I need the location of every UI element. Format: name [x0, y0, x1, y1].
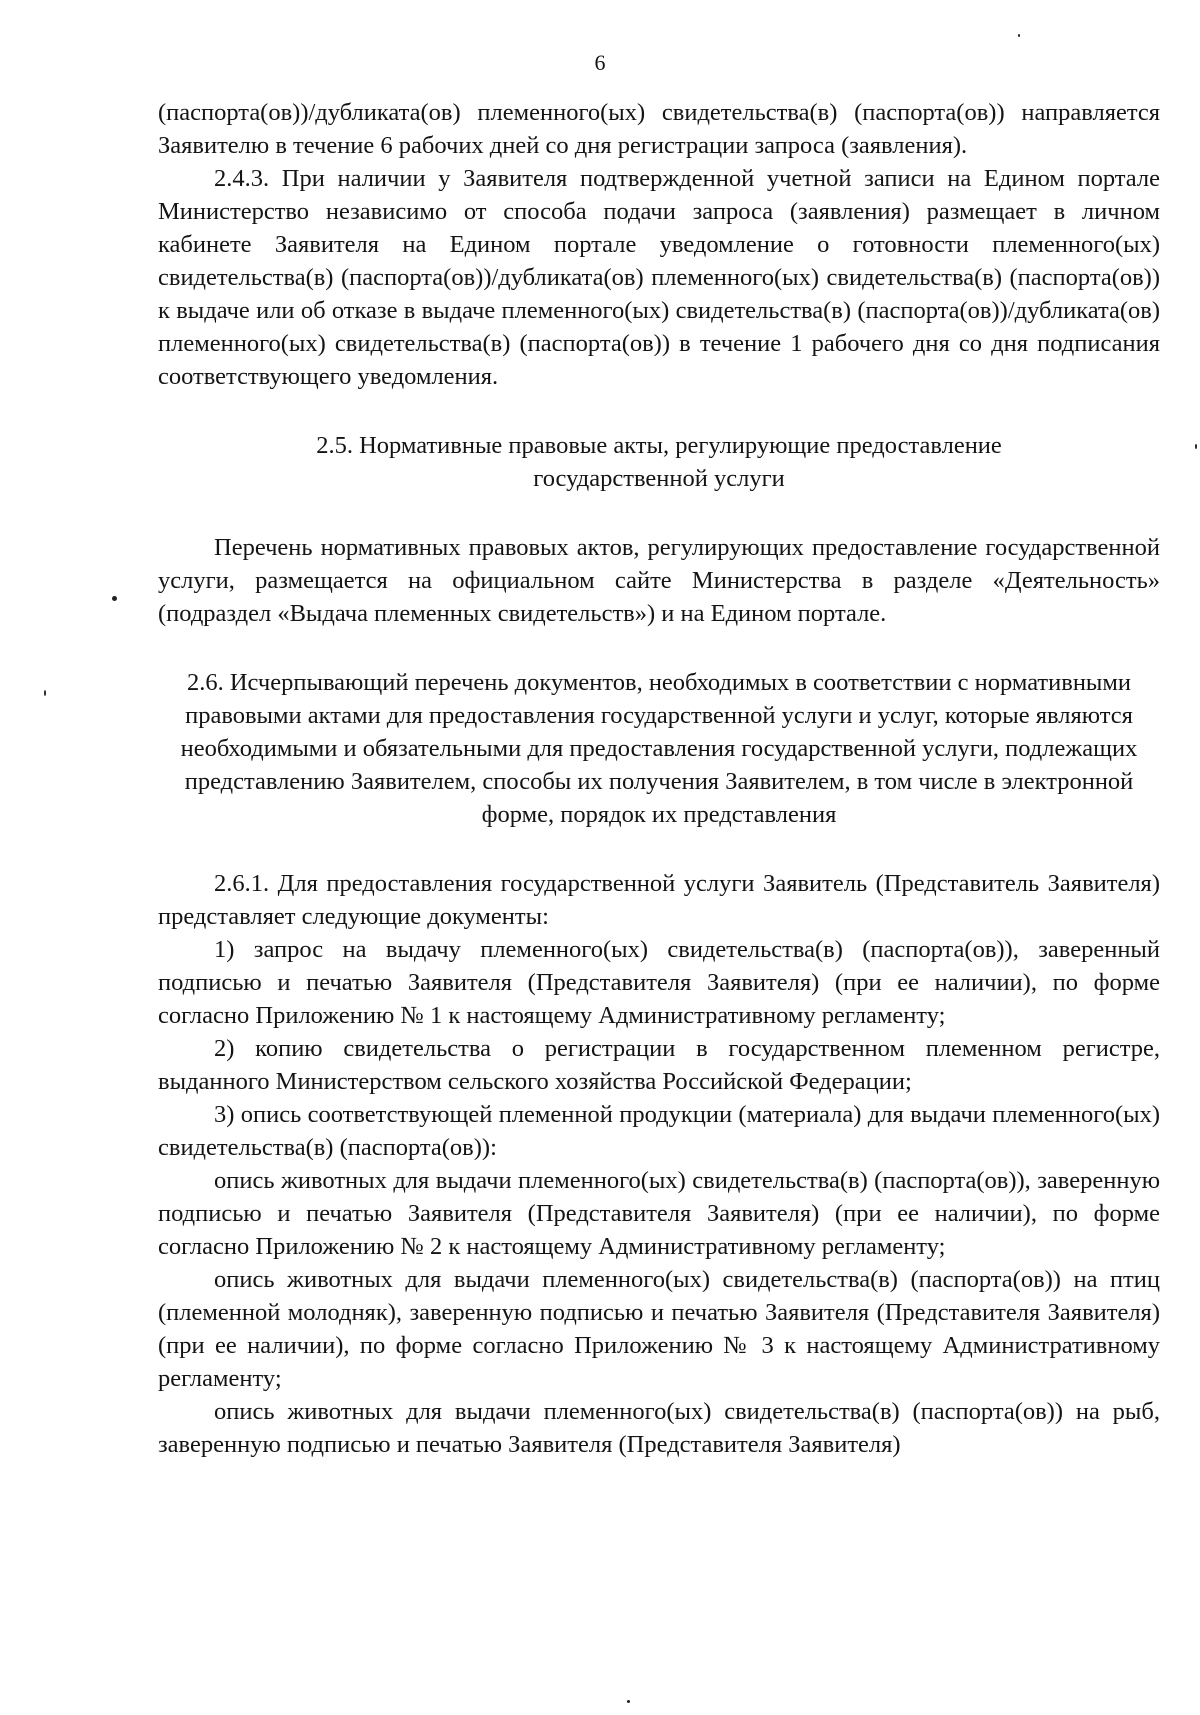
paragraph-legal-acts-list: Перечень нормативных правовых актов, регулирующих предоставление государственной услуги, размещается на официальном сайте Министерства в разделе «Деятельность» (подраздел «Выдача племенных свидетельств») и на Едином портале.: [158, 534, 1160, 627]
scan-speck: [627, 1700, 630, 1703]
paragraph-2-6-1: 2.6.1. Для предоставления государственной услуги Заявитель (Представитель Заявителя) представляет следующие документы:: [158, 870, 1160, 930]
paragraph-continuation: (паспорта(ов))/дубликата(ов) племенного(ых) свидетельства(в) (паспорта(ов)) направляется Заявителю в течение 6 рабочих дней со дня регистрации запроса (заявления).: [158, 99, 1160, 159]
section-heading-2-6: 2.6. Исчерпывающий перечень документов, необходимых в соответствии с нормативными правовыми актами для предоставления государственной услуги и услуг, которые являются необходимыми и обязательными для предоставления государственной услуги, подлежащих представлению Заявителем, способы их получения Заявителем, в том числе в электронной форме, порядок их представления: [180, 669, 1138, 828]
sub-item-animals-inventory: опись животных для выдачи племенного(ых) свидетельства(в) (паспорта(ов)), заверенную подписью и печатью Заявителя (Представителя Заявителя) (при ее наличии), по форме согласно Приложению № 2 к настоящему Административному регламенту;: [158, 1167, 1160, 1260]
scan-speck: [112, 596, 117, 601]
list-item-2: 2) копию свидетельства о регистрации в государственном племенном регистре, выданного Министерством сельского хозяйства Российской Федерации;: [158, 1035, 1160, 1095]
section-heading-2-5: [158, 429, 1160, 495]
section-heading-2-5-line-2: государственной услуги: [533, 465, 785, 492]
list-item-3: 3) опись соответствующей племенной продукции (материала) для выдачи племенного(ых) свидетельства(в) (паспорта(ов)):: [158, 1101, 1160, 1161]
page-number: 6: [594, 50, 606, 75]
sub-item-birds-inventory: опись животных для выдачи племенного(ых) свидетельства(в) (паспорта(ов)) на птиц (племенной молодняк), заверенную подписью и печатью Заявителя (Представителя Заявителя) (при ее наличии), по форме согласно Приложению № 3 к настоящему Административному регламенту;: [158, 1266, 1160, 1392]
sub-item-fish-inventory: опись животных для выдачи племенного(ых) свидетельства(в) (паспорта(ов)) на рыб, заверенную подписью и печатью Заявителя (Представителя Заявителя): [158, 1398, 1160, 1458]
paragraph-2-4-3: 2.4.3. При наличии у Заявителя подтвержденной учетной записи на Едином портале Министерство независимо от способа подачи запроса (заявления) размещает в личном кабинете Заявителя на Едином портале уведомление о готовности племенного(ых) свидетельства(в) (паспорта(ов))/дубликата(ов) племенного(ых) свидетельства(в) (паспорта(ов)) к выдаче или об отказе в выдаче племенного(ых) свидетельства(в) (паспорта(ов))/дубликата(ов) племенного(ых) свидетельства(в) (паспорта(ов)) в течение 1 рабочего дня со дня подписания соответствующего уведомления.: [158, 165, 1160, 390]
scan-speck: [44, 690, 46, 696]
document-body: [158, 96, 1160, 1461]
section-heading-2-5-line-1: 2.5. Нормативные правовые акты, регулирующие предоставление: [316, 432, 1002, 459]
list-item-1: 1) запрос на выдачу племенного(ых) свидетельства(в) (паспорта(ов)), заверенный подписью и печатью Заявителя (Представителя Заявителя) (при ее наличии), по форме согласно Приложению № 1 к настоящему Административному регламенту;: [158, 936, 1160, 1029]
scan-speck: [1018, 34, 1020, 37]
scan-speck: [1195, 444, 1197, 449]
